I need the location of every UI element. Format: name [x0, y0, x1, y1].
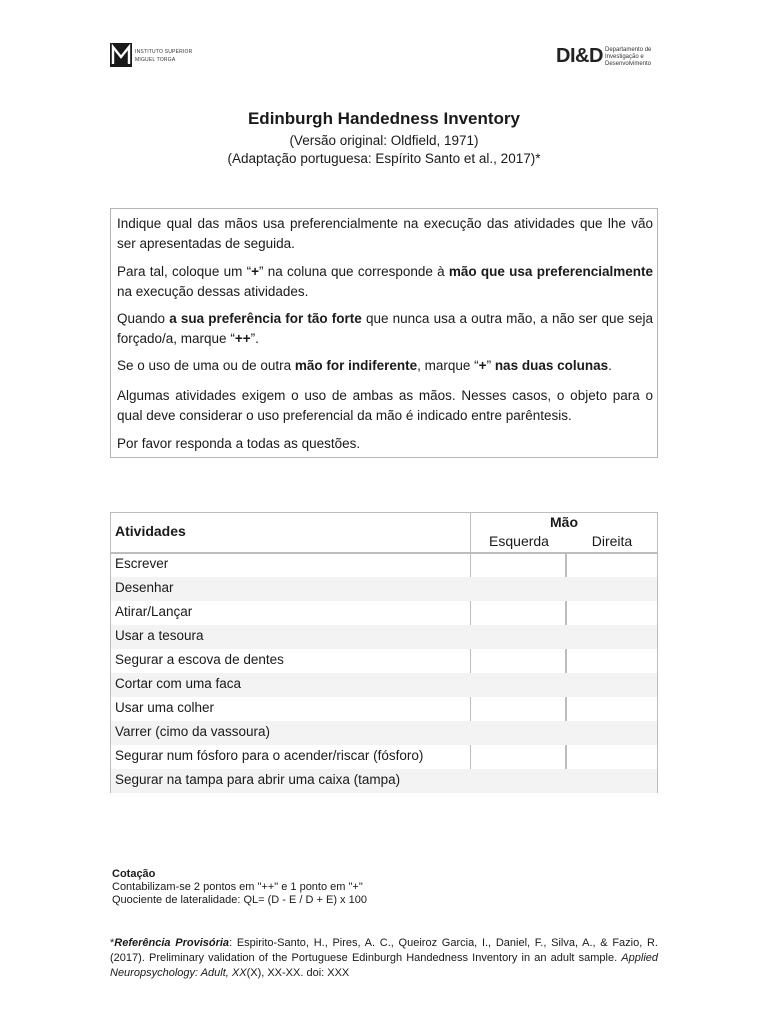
right-hand-cell[interactable] [567, 649, 657, 673]
did-logo-line1: Departamento de [605, 47, 652, 53]
instruction-paragraph-4: Se o uso de uma ou de outra mão for indiferente, marque “+” nas duas colunas. [117, 358, 612, 373]
instruction-paragraph-3: Quando a sua preferência for tão forte que nunca usa a outra mão, a não ser que seja forçado/a, marque “++”. [117, 311, 653, 346]
right-hand-cell[interactable] [567, 625, 657, 649]
left-hand-cell[interactable] [471, 625, 565, 649]
right-hand-cell[interactable] [567, 697, 657, 721]
right-hand-cell[interactable] [567, 601, 657, 625]
right-hand-cell[interactable] [567, 721, 657, 745]
activity-label: Segurar num fósforo para o acender/riscar (fósforo) [115, 748, 424, 763]
activity-label: Cortar com uma faca [115, 676, 242, 691]
left-hand-cell[interactable] [471, 601, 565, 625]
instruction-paragraph-6: Por favor responda a todas as questões. [117, 436, 361, 451]
reference-journal: Applied Neuropsychology: Adult, XX [110, 952, 658, 979]
activity-label: Escrever [115, 556, 169, 571]
header-hand: Mão [550, 514, 578, 530]
activity-label: Varrer (cimo da vassoura) [115, 724, 271, 739]
did-logo-line2: Investigação e [605, 54, 644, 60]
table-row [111, 721, 657, 745]
did-logo [556, 45, 666, 69]
ismt-logo-line2: MIGUEL TORGA [135, 57, 176, 63]
reference-note: *Referência Provisória: Espirito-Santo, H., Pires, A. C., Queiroz Garcia, I., Daniel, F., Silva, A., & Fazio, R. (2017). Preliminary validation of the Portuguese Edinburgh Handedness Inventory in an adult sample. Applied Neuropsychology: Adult, XX(X), XX-XX. doi: XXX [110, 937, 658, 979]
instruction-paragraph-2: Para tal, coloque um “+” na coluna que corresponde à mão que usa preferencialmente na execução dessas atividades. [117, 264, 653, 299]
header-right-hand: Direita [591, 533, 633, 549]
subtitle-original-version: (Versão original: Oldfield, 1971) [289, 133, 479, 148]
ismt-logo-line1: INSTITUTO SUPERIOR [135, 49, 193, 55]
left-hand-cell[interactable] [471, 577, 565, 601]
instruction-paragraph-1: Indique qual das mãos usa preferencialmente na execução das atividades que lhe vão ser apresentadas de seguida. [117, 216, 653, 251]
scoring-title: Cotação [112, 868, 156, 880]
activity-label: Desenhar [115, 580, 174, 595]
table-row [111, 769, 657, 793]
left-hand-cell[interactable] [471, 769, 565, 793]
instruction-paragraph-5: Algumas atividades exigem o uso de ambas as mãos. Nesses casos, o objeto para o qual deve considerar o uso preferencial da mão é indicado entre parêntesis. [117, 388, 653, 423]
right-hand-cell[interactable] [567, 745, 657, 769]
subtitle-portuguese-adaptation: (Adaptação portuguesa: Espírito Santo et al., 2017)* [227, 151, 541, 166]
left-hand-cell[interactable] [471, 649, 565, 673]
table-row [111, 673, 657, 697]
right-hand-cell[interactable] [567, 769, 657, 793]
header-left-hand: Esquerda [489, 533, 549, 549]
scoring-section [112, 868, 367, 907]
header-activities: Atividades [115, 523, 186, 539]
did-logo-mark: DI&D [556, 45, 603, 67]
table-row [111, 625, 657, 649]
reference-label: Referência Provisória [114, 937, 230, 949]
laterality-quotient: Quociente de lateralidade: QL= (D - E / D + E) x 100 [112, 894, 367, 906]
table-row [111, 697, 657, 721]
activity-label: Atirar/Lançar [115, 604, 193, 619]
left-hand-cell[interactable] [471, 553, 565, 577]
table-row [111, 649, 657, 673]
left-hand-cell[interactable] [471, 673, 565, 697]
did-logo-text [605, 47, 651, 68]
table-row [111, 553, 657, 577]
left-hand-cell[interactable] [471, 697, 565, 721]
scoring-rule: Contabilizam-se 2 pontos em "++" e 1 ponto em "+" [112, 881, 363, 893]
activity-label: Segurar na tampa para abrir uma caixa (tampa) [115, 772, 401, 787]
right-hand-cell[interactable] [567, 553, 657, 577]
instructions-box [110, 208, 658, 458]
table-row [111, 577, 657, 601]
right-hand-cell[interactable] [567, 577, 657, 601]
right-hand-cell[interactable] [567, 673, 657, 697]
left-hand-cell[interactable] [471, 745, 565, 769]
activity-label: Usar a tesoura [115, 628, 204, 643]
page-title: Edinburgh Handedness Inventory [247, 109, 521, 128]
table-row [111, 601, 657, 625]
activity-label: Usar uma colher [115, 700, 215, 715]
ismt-logo [110, 43, 200, 69]
left-hand-cell[interactable] [471, 721, 565, 745]
table-row [111, 745, 657, 769]
activity-label: Segurar a escova de dentes [115, 652, 284, 667]
did-logo-line3: Desenvolvimento [605, 61, 652, 67]
activities-table [110, 512, 658, 793]
ismt-logo-icon [110, 43, 132, 67]
